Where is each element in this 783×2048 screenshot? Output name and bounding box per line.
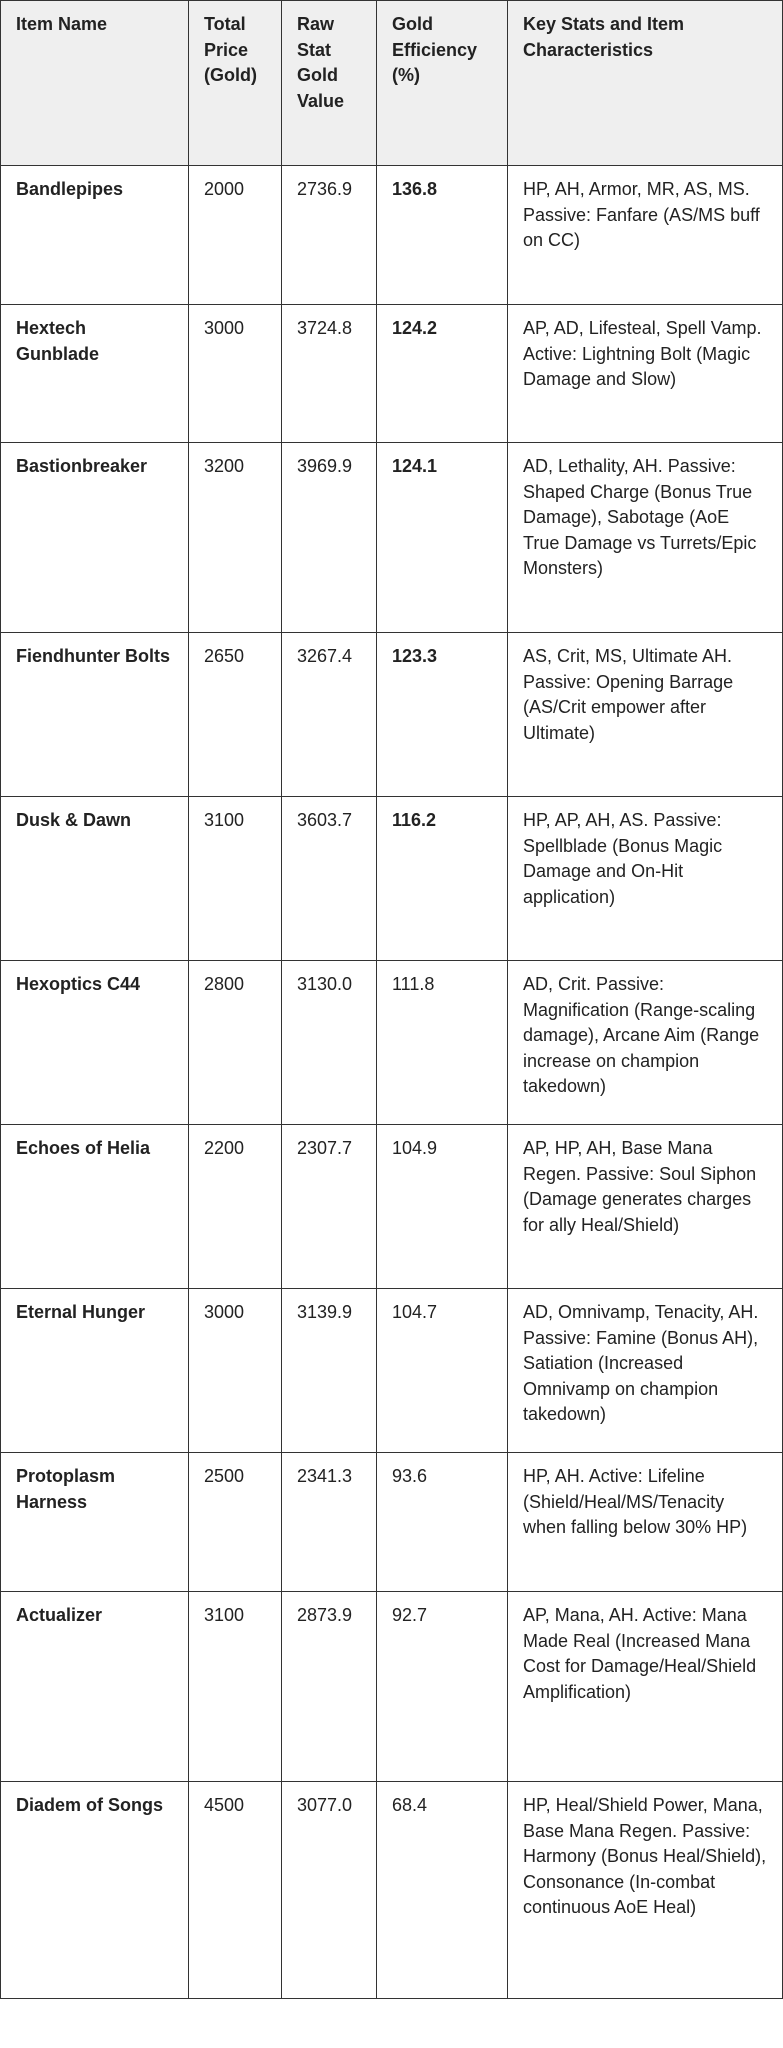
- table-header: [1, 1, 783, 166]
- gold-efficiency-cell: 124.1: [377, 443, 508, 633]
- item-name-cell: Dusk & Dawn: [1, 797, 189, 961]
- key-stats-cell: AD, Lethality, AH. Passive: Shaped Charge (Bonus True Damage), Sabotage (AoE True Damage vs Turrets/Epic Monsters): [508, 443, 783, 633]
- total-price-cell: 2650: [189, 633, 282, 797]
- gold-efficiency-cell: 111.8: [377, 961, 508, 1125]
- item-name-cell: Echoes of Helia: [1, 1125, 189, 1289]
- item-name-cell: Bastionbreaker: [1, 443, 189, 633]
- item-name-cell: Hextech Gunblade: [1, 305, 189, 443]
- table-row: [1, 1125, 783, 1289]
- item-name-cell: Hexoptics C44: [1, 961, 189, 1125]
- gold-efficiency-cell: 124.2: [377, 305, 508, 443]
- table-row: [1, 1782, 783, 1999]
- raw-stat-value-cell: 2307.7: [282, 1125, 377, 1289]
- item-name-cell: Protoplasm Harness: [1, 1453, 189, 1592]
- key-stats-cell: HP, AH, Armor, MR, AS, MS. Passive: Fanfare (AS/MS buff on CC): [508, 166, 783, 305]
- gold-efficiency-cell: 116.2: [377, 797, 508, 961]
- total-price-cell: 3000: [189, 305, 282, 443]
- raw-stat-value-cell: 3130.0: [282, 961, 377, 1125]
- table-body: [1, 166, 783, 1999]
- total-price-cell: 2200: [189, 1125, 282, 1289]
- total-price-cell: 3100: [189, 1592, 282, 1782]
- total-price-cell: 2500: [189, 1453, 282, 1592]
- total-price-cell: 2000: [189, 166, 282, 305]
- raw-stat-value-cell: 3139.9: [282, 1289, 377, 1453]
- raw-stat-value-cell: 2873.9: [282, 1592, 377, 1782]
- key-stats-cell: AD, Omnivamp, Tenacity, AH. Passive: Famine (Bonus AH), Satiation (Increased Omnivamp on champion takedown): [508, 1289, 783, 1453]
- total-price-cell: 3200: [189, 443, 282, 633]
- header-item-name: Item Name: [1, 1, 189, 166]
- table-row: [1, 961, 783, 1125]
- table-row: [1, 797, 783, 961]
- header-row: [1, 1, 783, 166]
- total-price-cell: 3100: [189, 797, 282, 961]
- header-total-price: Total Price (Gold): [189, 1, 282, 166]
- raw-stat-value-cell: 2736.9: [282, 166, 377, 305]
- gold-efficiency-cell: 92.7: [377, 1592, 508, 1782]
- gold-efficiency-cell: 123.3: [377, 633, 508, 797]
- gold-efficiency-cell: 104.7: [377, 1289, 508, 1453]
- key-stats-cell: AP, Mana, AH. Active: Mana Made Real (Increased Mana Cost for Damage/Heal/Shield Amplification): [508, 1592, 783, 1782]
- table-row: [1, 443, 783, 633]
- raw-stat-value-cell: 3603.7: [282, 797, 377, 961]
- item-name-cell: Eternal Hunger: [1, 1289, 189, 1453]
- raw-stat-value-cell: 3077.0: [282, 1782, 377, 1999]
- table-row: [1, 1592, 783, 1782]
- key-stats-cell: AS, Crit, MS, Ultimate AH. Passive: Opening Barrage (AS/Crit empower after Ultimate): [508, 633, 783, 797]
- key-stats-cell: HP, Heal/Shield Power, Mana, Base Mana Regen. Passive: Harmony (Bonus Heal/Shield), Consonance (In-combat continuous AoE Heal): [508, 1782, 783, 1999]
- raw-stat-value-cell: 3267.4: [282, 633, 377, 797]
- header-key-stats: Key Stats and Item Characteristics: [508, 1, 783, 166]
- item-name-cell: Diadem of Songs: [1, 1782, 189, 1999]
- item-name-cell: Fiendhunter Bolts: [1, 633, 189, 797]
- item-name-cell: Actualizer: [1, 1592, 189, 1782]
- raw-stat-value-cell: 3969.9: [282, 443, 377, 633]
- total-price-cell: 2800: [189, 961, 282, 1125]
- header-raw-stat-value: Raw Stat Gold Value: [282, 1, 377, 166]
- key-stats-cell: AP, HP, AH, Base Mana Regen. Passive: Soul Siphon (Damage generates charges for ally Heal/Shield): [508, 1125, 783, 1289]
- key-stats-cell: AP, AD, Lifesteal, Spell Vamp. Active: Lightning Bolt (Magic Damage and Slow): [508, 305, 783, 443]
- table-row: [1, 1289, 783, 1453]
- gold-efficiency-cell: 104.9: [377, 1125, 508, 1289]
- table-row: [1, 633, 783, 797]
- key-stats-cell: HP, AH. Active: Lifeline (Shield/Heal/MS/Tenacity when falling below 30% HP): [508, 1453, 783, 1592]
- gold-efficiency-cell: 93.6: [377, 1453, 508, 1592]
- header-gold-efficiency: Gold Efficiency (%): [377, 1, 508, 166]
- gold-efficiency-cell: 68.4: [377, 1782, 508, 1999]
- raw-stat-value-cell: 3724.8: [282, 305, 377, 443]
- item-name-cell: Bandlepipes: [1, 166, 189, 305]
- total-price-cell: 4500: [189, 1782, 282, 1999]
- table-row: [1, 166, 783, 305]
- key-stats-cell: AD, Crit. Passive: Magnification (Range-scaling damage), Arcane Aim (Range increase on champion takedown): [508, 961, 783, 1125]
- raw-stat-value-cell: 2341.3: [282, 1453, 377, 1592]
- gold-efficiency-cell: 136.8: [377, 166, 508, 305]
- table-row: [1, 1453, 783, 1592]
- table-row: [1, 305, 783, 443]
- total-price-cell: 3000: [189, 1289, 282, 1453]
- key-stats-cell: HP, AP, AH, AS. Passive: Spellblade (Bonus Magic Damage and On-Hit application): [508, 797, 783, 961]
